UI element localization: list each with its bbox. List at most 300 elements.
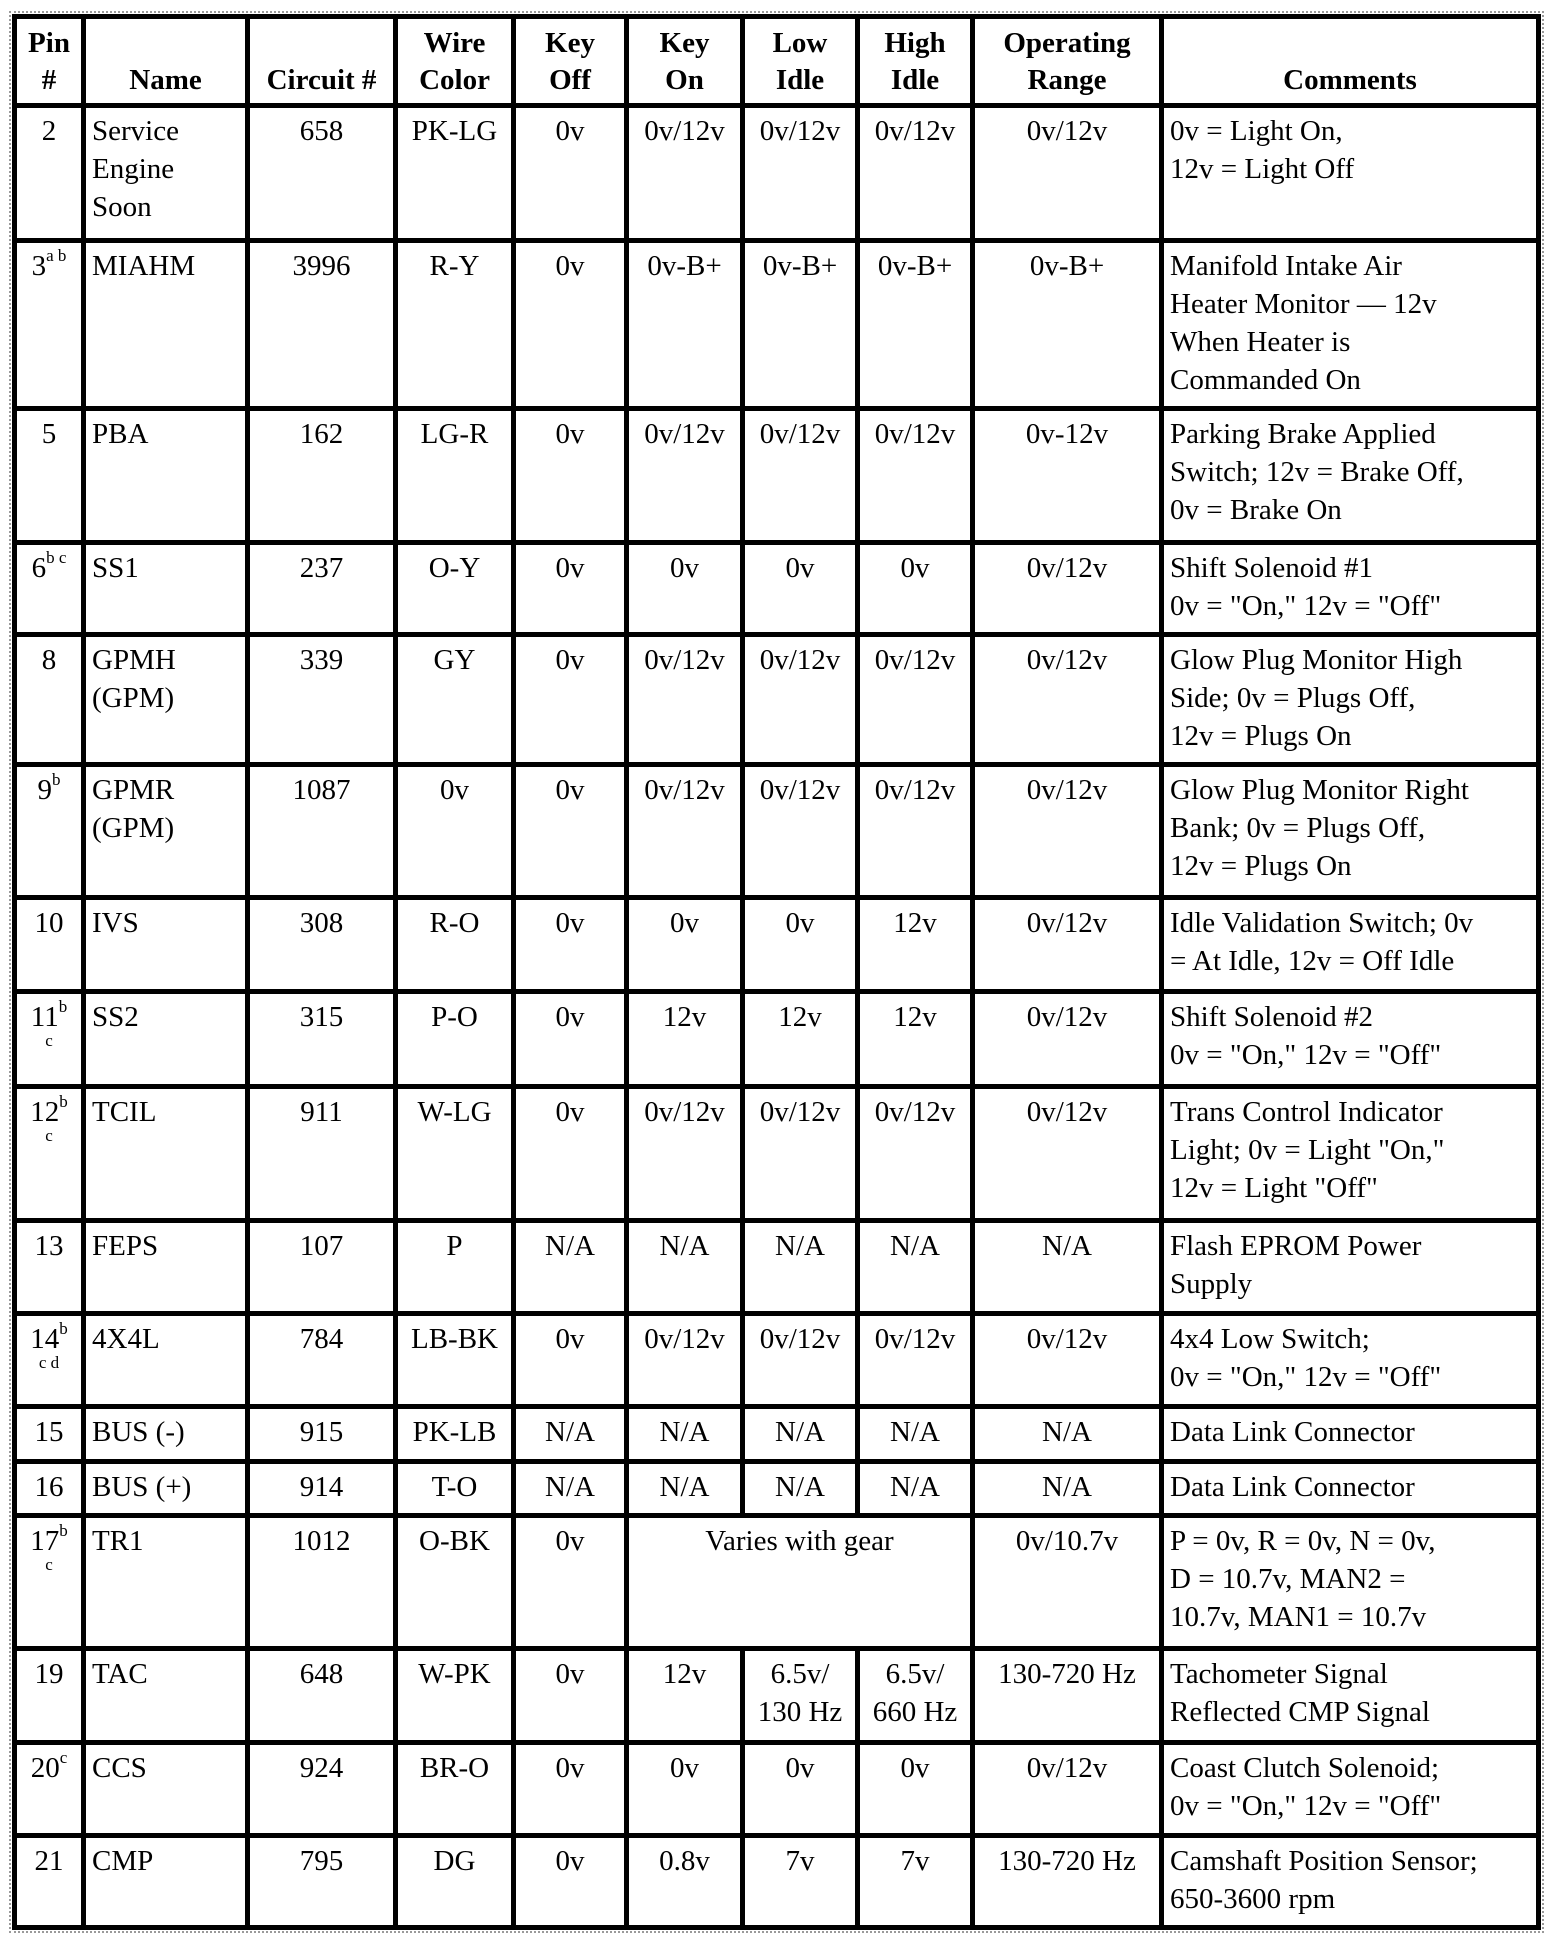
header-key-off xyxy=(514,17,627,106)
comment-line: P = 0v, R = 0v, N = 0v, xyxy=(1170,1525,1436,1557)
key-on-cell: 0.8v xyxy=(627,1836,743,1928)
name-line: SS2 xyxy=(92,1001,139,1033)
high-idle-cell: 0v/12v xyxy=(858,1087,973,1221)
name-cell xyxy=(84,635,248,765)
footnote-marker: a b xyxy=(46,246,67,265)
name-cell xyxy=(84,543,248,635)
pin-cell xyxy=(15,635,84,765)
header-low-idle xyxy=(743,17,858,106)
wire-color-cell: PK-LB xyxy=(396,1407,514,1462)
key-on-cell: 0v/12v xyxy=(627,1314,743,1407)
pin-number: 17 xyxy=(30,1525,60,1557)
name-line: FEPS xyxy=(92,1230,159,1262)
footnote-marker: c xyxy=(45,1126,53,1145)
key-off-cell: N/A xyxy=(514,1462,627,1516)
header-line: Pin xyxy=(28,27,70,59)
comment-line: 0v = "On," 12v = "Off" xyxy=(1170,1039,1442,1071)
operating-range-cell: 0v/12v xyxy=(973,765,1162,898)
table-row xyxy=(15,543,1539,635)
table-row xyxy=(15,898,1539,992)
comment-line: Side; 0v = Plugs Off, xyxy=(1170,682,1416,714)
header-line: Color xyxy=(419,64,490,96)
high-idle-cell: 0v/12v xyxy=(858,635,973,765)
comment-line: Camshaft Position Sensor; xyxy=(1170,1845,1478,1877)
key-off-cell: 0v xyxy=(514,409,627,543)
key-off-cell: 0v xyxy=(514,635,627,765)
comment-line: When Heater is xyxy=(1170,326,1351,358)
key-off-cell: 0v xyxy=(514,1087,627,1221)
name-line: TAC xyxy=(92,1658,148,1690)
name-line: PBA xyxy=(92,418,149,450)
name-line: GPMH xyxy=(92,644,176,676)
pin-number: 21 xyxy=(34,1845,64,1877)
wire-color-cell: LG-R xyxy=(396,409,514,543)
footnote-marker: c xyxy=(45,1031,53,1050)
footnote-marker: c xyxy=(45,1555,53,1574)
high-idle-cell: 0v xyxy=(858,543,973,635)
name-line: Engine xyxy=(92,153,175,185)
pin-number: 20 xyxy=(30,1752,60,1784)
header-line: Low xyxy=(772,27,828,59)
key-off-cell: 0v xyxy=(514,106,627,241)
key-on-cell: 12v xyxy=(627,992,743,1087)
key-off-cell: 0v xyxy=(514,1649,627,1743)
pin-number: 16 xyxy=(34,1471,64,1503)
header-operating-range xyxy=(973,17,1162,106)
key-off-cell: 0v xyxy=(514,1743,627,1836)
wire-color-cell: W-LG xyxy=(396,1087,514,1221)
comments-cell xyxy=(1162,765,1539,898)
pin-cell xyxy=(15,106,84,241)
comment-line: Data Link Connector xyxy=(1170,1416,1415,1448)
pin-number: 2 xyxy=(41,115,57,147)
header-key-on xyxy=(627,17,743,106)
comment-line: Trans Control Indicator xyxy=(1170,1096,1443,1128)
table-row xyxy=(15,1516,1539,1649)
comment-line: Coast Clutch Solenoid; xyxy=(1170,1752,1440,1784)
wire-color-cell: W-PK xyxy=(396,1649,514,1743)
pin-number: 5 xyxy=(41,418,57,450)
header-line: Circuit # xyxy=(266,64,377,96)
name-cell xyxy=(84,1516,248,1649)
comment-line: D = 10.7v, MAN2 = xyxy=(1170,1563,1406,1595)
name-line: CMP xyxy=(92,1845,154,1877)
comment-line: 0v = Light On, xyxy=(1170,115,1343,147)
comments-cell xyxy=(1162,106,1539,241)
circuit-cell: 1087 xyxy=(248,765,396,898)
pin-number: 11 xyxy=(30,1001,59,1033)
key-on-cell: 0v/12v xyxy=(627,1087,743,1221)
name-cell xyxy=(84,241,248,409)
operating-range-cell: 0v/12v xyxy=(973,106,1162,241)
name-cell xyxy=(84,1836,248,1928)
key-on-cell: 0v/12v xyxy=(627,106,743,241)
table-row xyxy=(15,1649,1539,1743)
circuit-cell: 237 xyxy=(248,543,396,635)
comment-line: Glow Plug Monitor Right xyxy=(1170,774,1469,806)
header-name xyxy=(84,17,248,106)
pin-cell xyxy=(15,1743,84,1836)
wire-color-cell: R-O xyxy=(396,898,514,992)
comments-cell xyxy=(1162,635,1539,765)
circuit-cell: 648 xyxy=(248,1649,396,1743)
table-row xyxy=(15,1836,1539,1928)
comment-line: 12v = Plugs On xyxy=(1170,720,1352,752)
header-line: Key xyxy=(659,27,710,59)
comment-line: = At Idle, 12v = Off Idle xyxy=(1170,945,1455,977)
table-row xyxy=(15,241,1539,409)
wire-color-cell: O-Y xyxy=(396,543,514,635)
comments-cell xyxy=(1162,1462,1539,1516)
header-line: On xyxy=(665,64,704,96)
low-idle-cell: 0v xyxy=(743,898,858,992)
table-row xyxy=(15,1407,1539,1462)
comment-line: 650-3600 rpm xyxy=(1170,1883,1336,1915)
value-line: 6.5v/ xyxy=(885,1658,945,1690)
pin-number: 8 xyxy=(41,644,57,676)
footnote-marker: b xyxy=(59,1521,68,1540)
comment-line: Idle Validation Switch; 0v xyxy=(1170,907,1474,939)
circuit-cell: 1012 xyxy=(248,1516,396,1649)
circuit-cell: 924 xyxy=(248,1743,396,1836)
comment-line: 10.7v, MAN1 = 10.7v xyxy=(1170,1601,1427,1633)
header-circuit xyxy=(248,17,396,106)
key-on-cell: N/A xyxy=(627,1462,743,1516)
name-line: TR1 xyxy=(92,1525,144,1557)
key-on-cell: 0v xyxy=(627,543,743,635)
table-row xyxy=(15,1314,1539,1407)
pin-cell xyxy=(15,1407,84,1462)
name-line: GPMR xyxy=(92,774,175,806)
circuit-cell: 3996 xyxy=(248,241,396,409)
name-cell xyxy=(84,1407,248,1462)
low-idle-cell: 0v xyxy=(743,1743,858,1836)
key-off-cell: 0v xyxy=(514,241,627,409)
name-line: MIAHM xyxy=(92,250,196,282)
comments-cell xyxy=(1162,1314,1539,1407)
name-line: 4X4L xyxy=(92,1323,160,1355)
key-off-cell: 0v xyxy=(514,898,627,992)
header-high-idle xyxy=(858,17,973,106)
high-idle-cell: N/A xyxy=(858,1462,973,1516)
low-idle-cell: 0v/12v xyxy=(743,635,858,765)
circuit-cell: 658 xyxy=(248,106,396,241)
pin-number: 9 xyxy=(37,774,52,806)
header-line: Range xyxy=(1027,64,1107,96)
wire-color-cell: LB-BK xyxy=(396,1314,514,1407)
key-off-cell: 0v xyxy=(514,1836,627,1928)
comments-cell xyxy=(1162,241,1539,409)
pin-cell xyxy=(15,1649,84,1743)
operating-range-cell: N/A xyxy=(973,1221,1162,1314)
key-on-cell: 0v xyxy=(627,898,743,992)
key-on-cell: 0v-B+ xyxy=(627,241,743,409)
circuit-cell: 784 xyxy=(248,1314,396,1407)
key-on-cell: 0v/12v xyxy=(627,409,743,543)
header-line: # xyxy=(41,64,57,96)
pin-cell xyxy=(15,898,84,992)
table-row xyxy=(15,106,1539,241)
value-line: 660 Hz xyxy=(872,1696,958,1728)
key-on-cell: 0v/12v xyxy=(627,765,743,898)
table-row xyxy=(15,1221,1539,1314)
table-row xyxy=(15,1743,1539,1836)
comments-cell xyxy=(1162,543,1539,635)
pin-number: 10 xyxy=(34,907,64,939)
name-cell xyxy=(84,1649,248,1743)
header-line: Wire xyxy=(423,27,486,59)
key-off-cell: 0v xyxy=(514,1314,627,1407)
low-idle-cell: 0v/12v xyxy=(743,106,858,241)
circuit-cell: 914 xyxy=(248,1462,396,1516)
table-row xyxy=(15,992,1539,1087)
operating-range-cell: 0v/12v xyxy=(973,1087,1162,1221)
high-idle-cell: 0v-B+ xyxy=(858,241,973,409)
pin-cell xyxy=(15,765,84,898)
comments-cell xyxy=(1162,1087,1539,1221)
comment-line: Shift Solenoid #2 xyxy=(1170,1001,1374,1033)
operating-range-cell: N/A xyxy=(973,1407,1162,1462)
comment-line: Glow Plug Monitor High xyxy=(1170,644,1463,676)
pin-number: 13 xyxy=(34,1230,64,1262)
circuit-cell: 339 xyxy=(248,635,396,765)
comments-cell xyxy=(1162,1743,1539,1836)
header-line: Key xyxy=(545,27,595,59)
circuit-cell: 162 xyxy=(248,409,396,543)
comment-line: 0v = Brake On xyxy=(1170,494,1342,526)
operating-range-cell: 0v/12v xyxy=(973,1743,1162,1836)
header-line: Operating xyxy=(1003,27,1131,59)
comment-line: 4x4 Low Switch; xyxy=(1170,1323,1370,1355)
name-line: TCIL xyxy=(92,1096,157,1128)
name-line: IVS xyxy=(92,907,139,939)
name-cell xyxy=(84,1221,248,1314)
low-idle-cell: 0v/12v xyxy=(743,1314,858,1407)
wire-color-cell: DG xyxy=(396,1836,514,1928)
comment-line: Manifold Intake Air xyxy=(1170,250,1402,282)
high-idle-cell: 0v/12v xyxy=(858,765,973,898)
low-idle-cell: 0v xyxy=(743,543,858,635)
comment-line: Commanded On xyxy=(1170,364,1361,396)
operating-range-cell: 0v/12v xyxy=(973,635,1162,765)
key-off-cell: 0v xyxy=(514,1516,627,1649)
operating-range-cell: 130-720 Hz xyxy=(973,1836,1162,1928)
key-on-cell: 0v xyxy=(627,1743,743,1836)
operating-range-cell: 130-720 Hz xyxy=(973,1649,1162,1743)
high-idle-cell xyxy=(858,1649,973,1743)
key-on-cell: N/A xyxy=(627,1221,743,1314)
name-line: BUS (+) xyxy=(92,1471,192,1503)
header-line: Comments xyxy=(1283,64,1417,96)
pin-number: 15 xyxy=(34,1416,64,1448)
wire-color-cell: P-O xyxy=(396,992,514,1087)
wire-color-cell: P xyxy=(396,1221,514,1314)
comment-line: Heater Monitor — 12v xyxy=(1170,288,1437,320)
value-line: 6.5v/ xyxy=(770,1658,830,1690)
header-line: Idle xyxy=(890,64,940,96)
name-cell xyxy=(84,106,248,241)
operating-range-cell: 0v-12v xyxy=(973,409,1162,543)
wire-color-cell: 0v xyxy=(396,765,514,898)
wire-color-cell: O-BK xyxy=(396,1516,514,1649)
value-line: 130 Hz xyxy=(757,1696,843,1728)
comment-line: 12v = Light "Off" xyxy=(1170,1172,1378,1204)
circuit-cell: 795 xyxy=(248,1836,396,1928)
pin-number: 3 xyxy=(31,250,47,282)
wire-color-cell: BR-O xyxy=(396,1743,514,1836)
comment-line: Parking Brake Applied xyxy=(1170,418,1436,450)
wire-color-cell: R-Y xyxy=(396,241,514,409)
comment-line: 0v = "On," 12v = "Off" xyxy=(1170,590,1442,622)
header-line: Off xyxy=(549,64,591,96)
key-off-cell: N/A xyxy=(514,1221,627,1314)
comment-line: Reflected CMP Signal xyxy=(1170,1696,1430,1728)
operating-range-cell: 0v/12v xyxy=(973,898,1162,992)
comments-cell xyxy=(1162,1407,1539,1462)
comment-line: Flash EPROM Power xyxy=(1170,1230,1422,1262)
high-idle-cell: 0v xyxy=(858,1743,973,1836)
pin-cell xyxy=(15,543,84,635)
operating-range-cell: 0v/12v xyxy=(973,992,1162,1087)
low-idle-cell: 0v/12v xyxy=(743,409,858,543)
circuit-cell: 308 xyxy=(248,898,396,992)
key-on-cell: 0v/12v xyxy=(627,635,743,765)
header-wire-color xyxy=(396,17,514,106)
comments-cell xyxy=(1162,992,1539,1087)
pin-cell xyxy=(15,241,84,409)
pin-number: 14 xyxy=(30,1323,60,1355)
low-idle-cell: N/A xyxy=(743,1462,858,1516)
name-cell xyxy=(84,898,248,992)
name-cell xyxy=(84,1087,248,1221)
high-idle-cell: N/A xyxy=(858,1407,973,1462)
key-off-cell: 0v xyxy=(514,543,627,635)
key-off-cell: N/A xyxy=(514,1407,627,1462)
key-on-cell: N/A xyxy=(627,1407,743,1462)
name-cell xyxy=(84,1314,248,1407)
merged-running-cell: Varies with gear xyxy=(627,1516,973,1649)
table-row xyxy=(15,1087,1539,1221)
operating-range-cell: 0v/12v xyxy=(973,1314,1162,1407)
pin-cell xyxy=(15,1087,84,1221)
name-line: BUS (-) xyxy=(92,1416,185,1448)
high-idle-cell: N/A xyxy=(858,1221,973,1314)
footnote-marker: b xyxy=(52,770,61,789)
high-idle-cell: 0v/12v xyxy=(858,1314,973,1407)
comment-line: 12v = Plugs On xyxy=(1170,850,1352,882)
comments-cell xyxy=(1162,409,1539,543)
high-idle-cell: 0v/12v xyxy=(858,106,973,241)
low-idle-cell: 7v xyxy=(743,1836,858,1928)
pin-number: 19 xyxy=(34,1658,64,1690)
footnote-marker: c d xyxy=(38,1353,60,1372)
pin-cell xyxy=(15,992,84,1087)
low-idle-cell: 0v/12v xyxy=(743,765,858,898)
circuit-cell: 911 xyxy=(248,1087,396,1221)
footnote-marker: b xyxy=(58,997,68,1016)
pin-number: 6 xyxy=(31,552,47,584)
name-cell xyxy=(84,1462,248,1516)
header-line: High xyxy=(884,27,946,59)
pin-cell xyxy=(15,1462,84,1516)
footnote-marker: b c xyxy=(46,548,67,567)
low-idle-cell: N/A xyxy=(743,1407,858,1462)
header-line: Name xyxy=(129,64,202,96)
comment-line: Bank; 0v = Plugs Off, xyxy=(1170,812,1426,844)
comment-line: Data Link Connector xyxy=(1170,1471,1415,1503)
name-line: (GPM) xyxy=(92,812,175,844)
key-off-cell: 0v xyxy=(514,992,627,1087)
comment-line: 12v = Light Off xyxy=(1170,153,1355,185)
name-cell xyxy=(84,992,248,1087)
pin-voltage-table xyxy=(12,14,1541,1930)
circuit-cell: 915 xyxy=(248,1407,396,1462)
wire-color-cell: PK-LG xyxy=(396,106,514,241)
comment-line: Supply xyxy=(1170,1268,1253,1300)
name-line: Service xyxy=(92,115,179,147)
table-row xyxy=(15,409,1539,543)
name-line: Soon xyxy=(92,191,152,223)
comment-line: Light; 0v = Light "On," xyxy=(1170,1134,1445,1166)
pin-cell xyxy=(15,1221,84,1314)
name-cell xyxy=(84,409,248,543)
table-row xyxy=(15,635,1539,765)
pin-cell xyxy=(15,1314,84,1407)
name-line: (GPM) xyxy=(92,682,175,714)
low-idle-cell: N/A xyxy=(743,1221,858,1314)
operating-range-cell: 0v/12v xyxy=(973,543,1162,635)
header-pin xyxy=(15,17,84,106)
table-row xyxy=(15,1462,1539,1516)
pin-number: 12 xyxy=(30,1096,60,1128)
comment-line: 0v = "On," 12v = "Off" xyxy=(1170,1790,1442,1822)
high-idle-cell: 0v/12v xyxy=(858,409,973,543)
footnote-marker: b xyxy=(59,1319,68,1338)
comment-line: Tachometer Signal xyxy=(1170,1658,1388,1690)
operating-range-cell: N/A xyxy=(973,1462,1162,1516)
low-idle-cell: 12v xyxy=(743,992,858,1087)
comments-cell xyxy=(1162,1221,1539,1314)
header-line: Idle xyxy=(775,64,825,96)
high-idle-cell: 12v xyxy=(858,898,973,992)
pin-cell xyxy=(15,1836,84,1928)
circuit-cell: 315 xyxy=(248,992,396,1087)
circuit-cell: 107 xyxy=(248,1221,396,1314)
header-comments xyxy=(1162,17,1539,106)
high-idle-cell: 7v xyxy=(858,1836,973,1928)
footnote-marker: b xyxy=(59,1092,68,1111)
low-idle-cell: 0v-B+ xyxy=(743,241,858,409)
low-idle-cell xyxy=(743,1649,858,1743)
operating-range-cell: 0v-B+ xyxy=(973,241,1162,409)
name-line: CCS xyxy=(92,1752,147,1784)
name-cell xyxy=(84,1743,248,1836)
comments-cell xyxy=(1162,898,1539,992)
comments-cell xyxy=(1162,1516,1539,1649)
table-body xyxy=(15,106,1539,1928)
key-off-cell: 0v xyxy=(514,765,627,898)
comments-cell xyxy=(1162,1836,1539,1928)
name-cell xyxy=(84,765,248,898)
comments-cell xyxy=(1162,1649,1539,1743)
key-on-cell: 12v xyxy=(627,1649,743,1743)
wire-color-cell: T-O xyxy=(396,1462,514,1516)
comment-line: Switch; 12v = Brake Off, xyxy=(1170,456,1464,488)
table-row xyxy=(15,765,1539,898)
footnote-marker: c xyxy=(59,1748,68,1767)
operating-range-cell: 0v/10.7v xyxy=(973,1516,1162,1649)
comment-line: Shift Solenoid #1 xyxy=(1170,552,1374,584)
